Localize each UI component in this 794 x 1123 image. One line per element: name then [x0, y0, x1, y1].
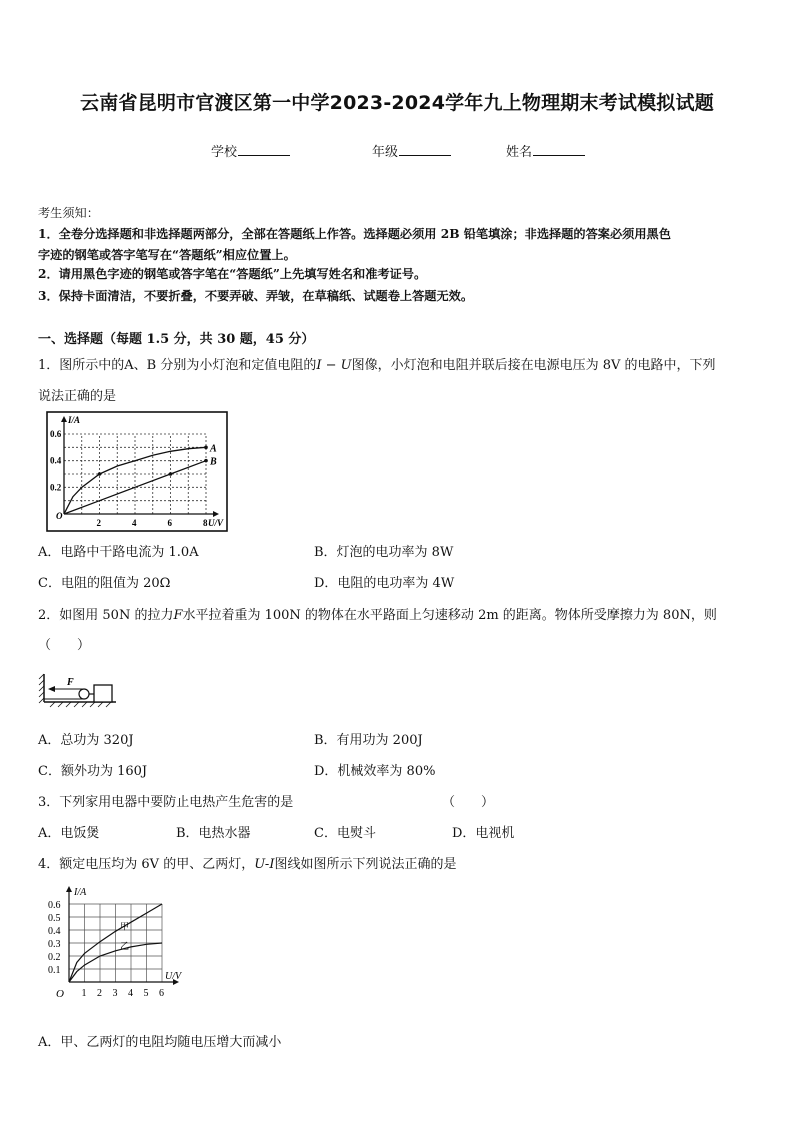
- q2-stem: [38, 604, 717, 623]
- q1-option-d[interactable]: D．电阻的电功率为 4W: [314, 576, 455, 591]
- q3-option-b[interactable]: B．电热水器: [176, 826, 251, 841]
- x-tick-label: 1: [81, 988, 87, 999]
- q4-stem-ui: U-I: [254, 857, 275, 872]
- school-blank[interactable]: [238, 142, 290, 156]
- x-tick-label: 2: [96, 518, 101, 528]
- q2-stem-f: F: [173, 608, 183, 623]
- q3-option-d[interactable]: D．电视机: [452, 826, 515, 841]
- series-label: 乙: [120, 940, 130, 951]
- y-tick-label: 0.2: [48, 952, 61, 963]
- page-title: 云南省昆明市官渡区第一中学2023-2024学年九上物理期末考试模拟试题: [80, 92, 714, 114]
- y-axis-arrow: [61, 416, 67, 422]
- q2-stem-end: 水平拉着重为 100N 的物体在水平路面上匀速移动 2m 的距离。物体所受摩擦力为 80N，则: [182, 608, 717, 623]
- grade-label: 年级: [372, 145, 399, 160]
- series-point: [98, 472, 102, 476]
- q1-stem-line2: 说法正确的是: [38, 389, 117, 404]
- q1-option-a[interactable]: A．电路中干路电流为 1.0A: [38, 545, 199, 560]
- notice-item: 2．请用黑色字迹的钢笔或答字笔在“答题纸”上先填写姓名和准考证号。: [38, 267, 427, 281]
- x-tick-label: 4: [128, 988, 133, 999]
- q1-stem: [38, 354, 716, 373]
- x-tick-label: 8: [203, 518, 208, 528]
- q1-axes: [61, 416, 219, 517]
- q2-option-c[interactable]: C．额外功为 160J: [38, 764, 148, 779]
- q1-option-c[interactable]: C．电阻的阻值为 20Ω: [38, 576, 171, 591]
- block: [94, 685, 112, 702]
- grade-field[interactable]: [372, 141, 451, 160]
- q4-stem: [38, 853, 456, 872]
- q2-stem-line2: （ ）: [38, 638, 91, 653]
- pulley-wheel: [79, 689, 89, 699]
- name-field[interactable]: [506, 141, 585, 160]
- q3-option-c[interactable]: C．电熨斗: [314, 826, 376, 841]
- q1-grid: [64, 434, 206, 514]
- y-tick-label: 0.4: [48, 926, 61, 937]
- q2-option-d[interactable]: D．机械效率为 80%: [314, 764, 436, 779]
- x-axis-label: U/V: [208, 518, 224, 528]
- q1-stem-start: 1．图所示中的A、B 分别为小灯泡和定值电阻的: [38, 358, 317, 373]
- series-label: 甲: [120, 921, 130, 932]
- q1-option-b[interactable]: B．灯泡的电功率为 8W: [314, 545, 454, 560]
- q2-stem-start: 2．如图用 50N 的拉力: [38, 608, 174, 623]
- x-tick-label: 4: [132, 518, 137, 528]
- q1-graph-frame: [47, 412, 227, 531]
- origin-label: O: [56, 988, 64, 1000]
- q3-paren: （ ）: [442, 795, 495, 810]
- q2-pulley-diagram: [38, 670, 118, 708]
- x-axis-arrow: [213, 511, 219, 517]
- q4-grid: [69, 904, 162, 982]
- y-tick-label: 0.3: [48, 939, 61, 950]
- series-label: B: [210, 456, 217, 468]
- origin-label: O: [56, 511, 63, 521]
- q1-stem-end: 图像，小灯泡和电阻并联后接在电源电压为 8V 的电路中，下列: [351, 358, 716, 373]
- x-tick-label: 3: [112, 988, 118, 999]
- series-label: A: [210, 443, 217, 455]
- y-tick-label: 0.6: [50, 429, 62, 439]
- x-tick-label: 6: [167, 518, 172, 528]
- name-blank[interactable]: [533, 142, 585, 156]
- name-label: 姓名: [506, 145, 533, 160]
- q1-labels: [50, 415, 224, 528]
- q2-option-b[interactable]: B．有用功为 200J: [314, 733, 423, 748]
- q2-option-a[interactable]: A．总功为 320J: [38, 733, 134, 748]
- x-tick-label: 5: [143, 988, 149, 999]
- q3-stem: 3．下列家用电器中要防止电热产生危害的是: [38, 795, 294, 810]
- y-tick-label: 0.4: [50, 455, 62, 466]
- x-tick-label: 2: [97, 988, 102, 999]
- series-point: [204, 446, 208, 450]
- notice-heading: 考生须知：: [38, 206, 99, 220]
- q3-option-a[interactable]: A．电饭煲: [38, 826, 100, 841]
- y-axis-label: I/A: [68, 415, 81, 425]
- series-point: [204, 459, 208, 463]
- y-axis-arrow: [66, 886, 72, 892]
- series-point: [169, 472, 173, 476]
- force-label: F: [67, 677, 74, 688]
- y-axis-label: I/A: [74, 887, 87, 898]
- notice-item: 字迹的钢笔或答字笔写在“答题纸”相应位置上。: [38, 248, 296, 262]
- notice-item: 3．保持卡面清洁，不要折叠，不要弄破、弄皱，在草稿纸、试题卷上答题无效。: [38, 289, 474, 303]
- q4-ui-graph: [40, 883, 200, 1013]
- force-arrow-head: [48, 686, 55, 692]
- q1-stem-iu: I − U: [316, 358, 352, 373]
- q1-iu-graph: [46, 411, 229, 533]
- q4-option-a[interactable]: A．甲、乙两灯的电阻均随电压增大而减小: [38, 1035, 282, 1050]
- grade-blank[interactable]: [399, 142, 451, 156]
- q4-stem-end: 图线如图所示下列说法正确的是: [274, 857, 457, 872]
- q1-series: [64, 443, 217, 514]
- q4-stem-start: 4．额定电压均为 6V 的甲、乙两灯，: [38, 857, 255, 872]
- x-axis-label: U/V: [165, 971, 182, 982]
- school-label: 学校: [211, 145, 238, 160]
- notice-item: 1．全卷分选择题和非选择题两部分，全部在答题纸上作答。选择题必须用 2B 铅笔填涂；非选择题的答案必须用黑色: [38, 227, 671, 241]
- y-tick-label: 0.5: [48, 913, 61, 924]
- y-tick-label: 0.2: [50, 482, 62, 493]
- y-tick-label: 0.1: [48, 965, 61, 976]
- section-heading: 一、选择题（每题 1.5 分，共 30 题，45 分）: [38, 332, 315, 347]
- school-field[interactable]: [211, 141, 290, 160]
- y-tick-label: 0.6: [48, 900, 61, 911]
- x-tick-label: 6: [159, 988, 164, 999]
